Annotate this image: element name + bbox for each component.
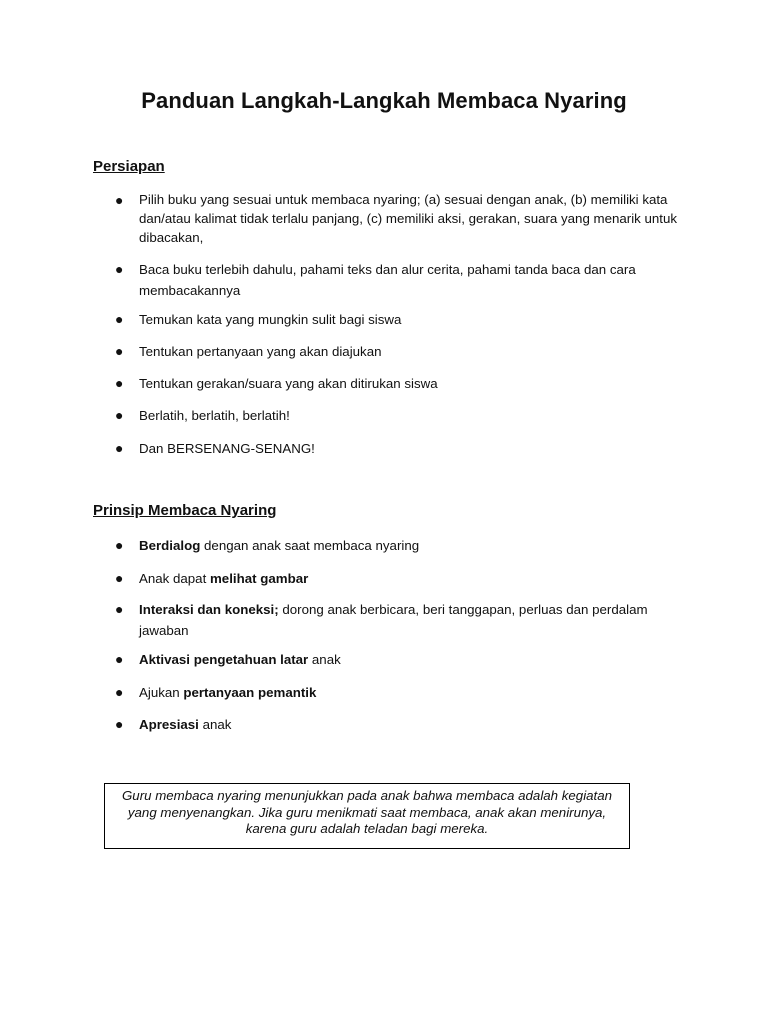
bullet-icon: ●: [115, 375, 124, 391]
list-item-text: Temukan kata yang mungkin sulit bagi siswa: [139, 312, 402, 327]
section-heading-prinsip: Prinsip Membaca Nyaring: [93, 502, 277, 519]
list-item-text: Tentukan pertanyaan yang akan diajukan: [139, 344, 382, 359]
list-item-text: Baca buku terlebih dahulu, pahami teks dan alur cerita, pahami tanda baca dan cara membacakannya: [139, 262, 636, 298]
bullet-icon: ●: [115, 651, 124, 667]
list-item-text: Anak dapat melihat gambar: [139, 571, 309, 586]
bullet-icon: ●: [115, 192, 124, 208]
bullet-icon: ●: [115, 570, 124, 586]
quote-box: [104, 783, 630, 849]
list-item-text: Interaksi dan koneksi; dorong anak berbicara, beri tanggapan, perluas dan perdalam jawaban: [139, 602, 648, 638]
list-item-text: Tentukan gerakan/suara yang akan ditirukan siswa: [139, 376, 438, 391]
list-item-text: Aktivasi pengetahuan latar anak: [139, 652, 341, 667]
bullet-icon: ●: [115, 601, 124, 617]
bullet-icon: ●: [115, 311, 124, 327]
bullet-icon: ●: [115, 440, 124, 456]
list-item-text: Berlatih, berlatih, berlatih!: [139, 408, 290, 423]
bullet-icon: ●: [115, 716, 124, 732]
bullet-icon: ●: [115, 407, 124, 423]
section-heading-persiapan: Persiapan: [93, 158, 165, 175]
bullet-icon: ●: [115, 261, 124, 277]
list-item-text: Berdialog dengan anak saat membaca nyaring: [139, 538, 420, 553]
bullet-icon: ●: [115, 537, 124, 553]
list-item-text: Ajukan pertanyaan pemantik: [139, 685, 317, 700]
bullet-icon: ●: [115, 343, 124, 359]
list-item-text: Dan BERSENANG-SENANG!: [139, 441, 315, 456]
list-item-text: Apresiasi anak: [139, 717, 232, 732]
list-item-text: Pilih buku yang sesuai untuk membaca nyaring; (a) sesuai dengan anak, (b) memiliki kata dan/atau kalimat tidak terlalu panjang, (c) memiliki aksi, gerakan, suara yang menarik untuk dibacakan,: [139, 192, 678, 245]
bullet-icon: ●: [115, 684, 124, 700]
page-title: Panduan Langkah-Langkah Membaca Nyaring: [141, 88, 627, 113]
quote-text: Guru membaca nyaring menunjukkan pada anak bahwa membaca adalah kegiatan yang menyenangkan. Jika guru menikmati saat membaca, anak akan menirunya, karena guru adalah teladan bagi mereka.: [121, 788, 613, 836]
